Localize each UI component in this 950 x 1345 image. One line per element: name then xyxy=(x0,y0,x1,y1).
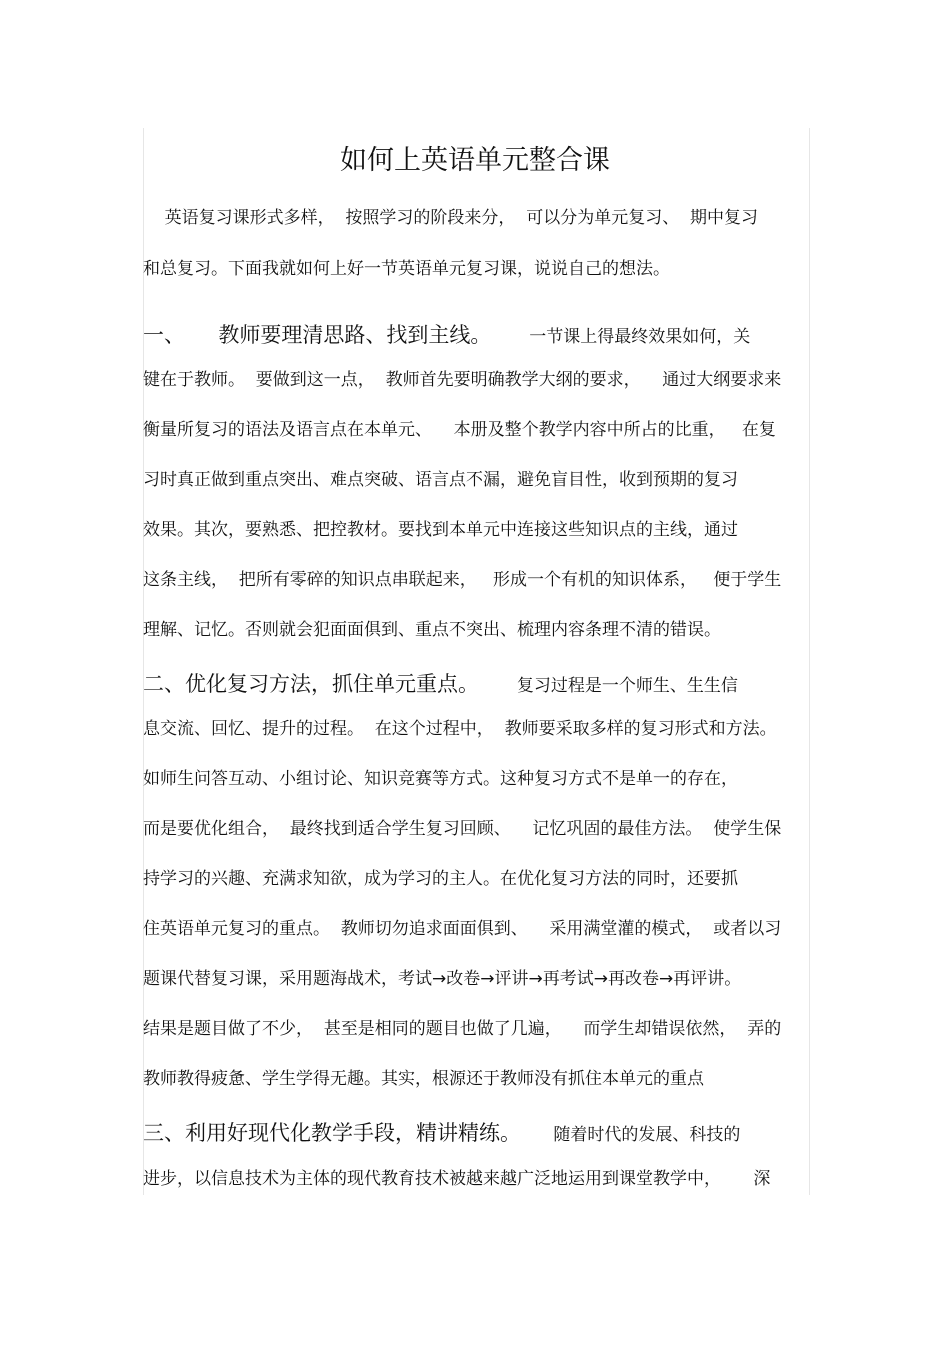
line-text: 衡量所复习的语法及语言点在本单元、 本册及整个教学内容中所占的比重， 在复 xyxy=(143,420,776,440)
paragraph-line xyxy=(143,415,808,445)
line-text: 持学习的兴趣、充满求知欲，成为学习的主人。在优化复习方法的同时，还要抓 xyxy=(143,869,738,889)
paragraph-line xyxy=(143,914,808,944)
paragraph-line xyxy=(143,203,808,233)
paragraph-line xyxy=(143,615,808,645)
line-text: 随着时代的发展、科技的 xyxy=(521,1125,741,1145)
section-heading-line xyxy=(143,1118,808,1148)
line-text: 理解、记忆。否则就会犯面面俱到、重点不突出、梳理内容条理不清的错误。 xyxy=(143,620,721,640)
line-text: 这条主线， 把所有零碎的知识点串联起来， 形成一个有机的知识体系， 便于学生 xyxy=(143,570,782,590)
paragraph-line xyxy=(143,814,808,844)
paragraph-line xyxy=(143,764,808,794)
line-text: 复习过程是一个师生、生生信 xyxy=(479,676,738,696)
paragraph-line xyxy=(143,864,808,894)
paragraph-line xyxy=(143,1064,808,1094)
paragraph-line xyxy=(143,714,808,744)
line-text: 进步，以信息技术为主体的现代教育技术被越来越广泛地运用到课堂教学中， 深 xyxy=(143,1169,771,1189)
line-text: 和总复习。下面我就如何上好一节英语单元复习课，说说自己的想法。 xyxy=(143,259,670,279)
paragraph-line xyxy=(143,465,808,495)
paragraph-line xyxy=(143,1164,808,1194)
line-text: 英语复习课形式多样， 按照学习的阶段来分， 可以分为单元复习、 期中复习 xyxy=(143,208,759,228)
line-text: 教师教得疲惫、学生学得无趣。其实，根源还于教师没有抓住本单元的重点 xyxy=(143,1069,704,1089)
section-heading-line xyxy=(143,320,808,350)
line-text: 习时真正做到重点突出、难点突破、语言点不漏，避免盲目性，收到预期的复习 xyxy=(143,470,738,490)
line-text: 而是要优化组合， 最终找到适合学生复习回顾、 记忆巩固的最佳方法。 使学生保 xyxy=(143,819,782,839)
line-text: 键在于教师。 要做到这一点， 教师首先要明确教学大纲的要求， 通过大纲要求来 xyxy=(143,370,782,390)
paragraph-line xyxy=(143,964,808,994)
line-text: 题课代替复习课，采用题海战术，考试→改卷→评讲→再考试→再改卷→再评讲。 xyxy=(143,969,742,989)
line-text: 住英语单元复习的重点。 教师切勿追求面面俱到、 采用满堂灌的模式， 或者以习 xyxy=(143,919,782,939)
paragraph-line xyxy=(143,254,808,284)
line-text: 效果。其次，要熟悉、把控教材。要找到本单元中连接这些知识点的主线，通过 xyxy=(143,520,738,540)
section-heading: 二、优化复习方法，抓住单元重点。 xyxy=(143,672,479,696)
paragraph-line xyxy=(143,1014,808,1044)
section-heading: 一、 教师要理清思路、找到主线。 xyxy=(143,323,492,347)
line-text: 结果是题目做了不少， 甚至是相同的题目也做了几遍， 而学生却错误依然， 弄的 xyxy=(143,1019,782,1039)
line-text: 如师生问答互动、小组讨论、知识竞赛等方式。这种复习方式不是单一的存在， xyxy=(143,769,738,789)
document-title: 如何上英语单元整合课 xyxy=(340,145,610,176)
line-text: 一节课上得最终效果如何，关 xyxy=(491,327,751,347)
paragraph-line xyxy=(143,515,808,545)
line-text: 息交流、回忆、提升的过程。 在这个过程中， 教师要采取多样的复习形式和方法。 xyxy=(143,719,777,739)
section-heading-line xyxy=(143,669,808,699)
paragraph-line xyxy=(143,365,808,395)
section-heading: 三、利用好现代化教学手段，精讲精练。 xyxy=(143,1121,521,1145)
paragraph-line xyxy=(143,565,808,595)
